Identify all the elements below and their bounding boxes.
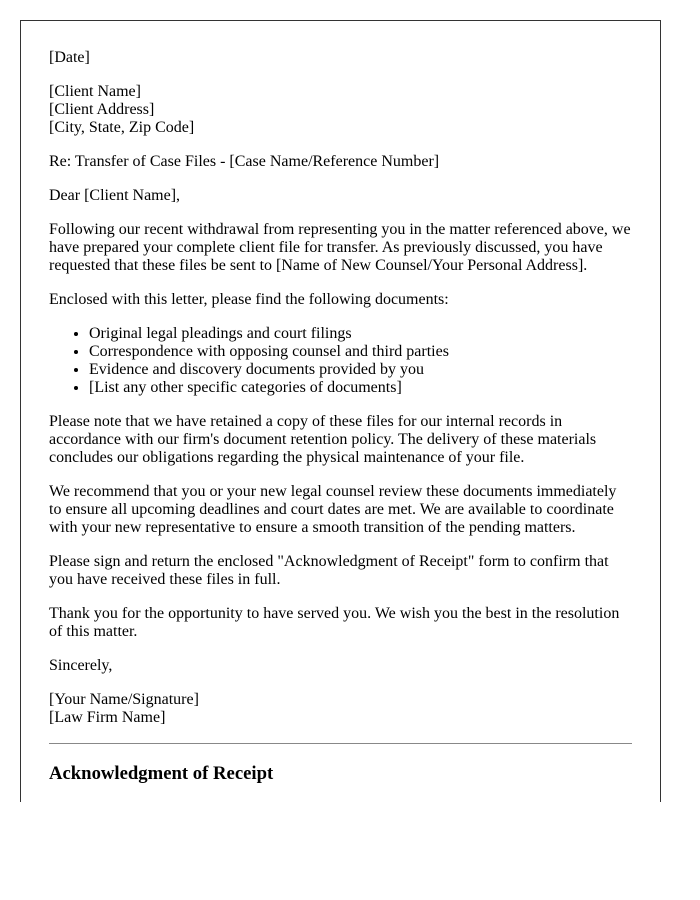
list-item: • Original legal pleadings and court filings [89,325,632,343]
signature-block [49,691,632,727]
list-item: • [List any other specific categories of documents] [89,379,632,397]
closing: Sincerely, [49,657,113,674]
paragraph-withdrawal: Following our recent withdrawal from representing you in the matter referenced above, we have prepared your complete client file for transfer. As previously discussed, you have requested that these files be sent to [Name of New Counsel/Your Personal Address]. [49,221,631,274]
section-divider [49,743,632,744]
client-address: [Client Address] [49,101,155,118]
paragraph-recommendation: We recommend that you or your new legal counsel review these documents immediately to ensure all upcoming deadlines and court dates are met. We are available to coordinate with your new representative to ensure a smooth transition of the pending matters. [49,483,617,536]
documents-list [49,325,632,397]
paragraph-retention: Please note that we have retained a copy of these files for our internal records in accordance with our firm's document retention policy. The delivery of these materials concludes our obligations regarding the physical maintenance of your file. [49,413,597,466]
list-item: • Correspondence with opposing counsel and third parties [89,343,632,361]
acknowledgment-heading: Acknowledgment of Receipt [49,763,274,784]
client-city-state-zip: [City, State, Zip Code] [49,119,195,136]
recipient-address [49,83,632,137]
paragraph-enclosed: Enclosed with this letter, please find the following documents: [49,291,449,308]
list-item: • Evidence and discovery documents provided by you [89,361,632,379]
subject-line: Re: Transfer of Case Files - [Case Name/Reference Number] [49,153,440,170]
salutation: Dear [Client Name], [49,187,181,204]
client-name: [Client Name] [49,83,141,100]
law-firm-name: [Law Firm Name] [49,709,166,726]
paragraph-sign-return: Please sign and return the enclosed "Acknowledgment of Receipt" form to confirm that you have received these files in full. [49,553,609,588]
paragraph-thanks: Thank you for the opportunity to have served you. We wish you the best in the resolution of this matter. [49,605,620,640]
letter-page [20,20,661,802]
letter-date: [Date] [49,49,90,66]
signer-name: [Your Name/Signature] [49,691,199,708]
